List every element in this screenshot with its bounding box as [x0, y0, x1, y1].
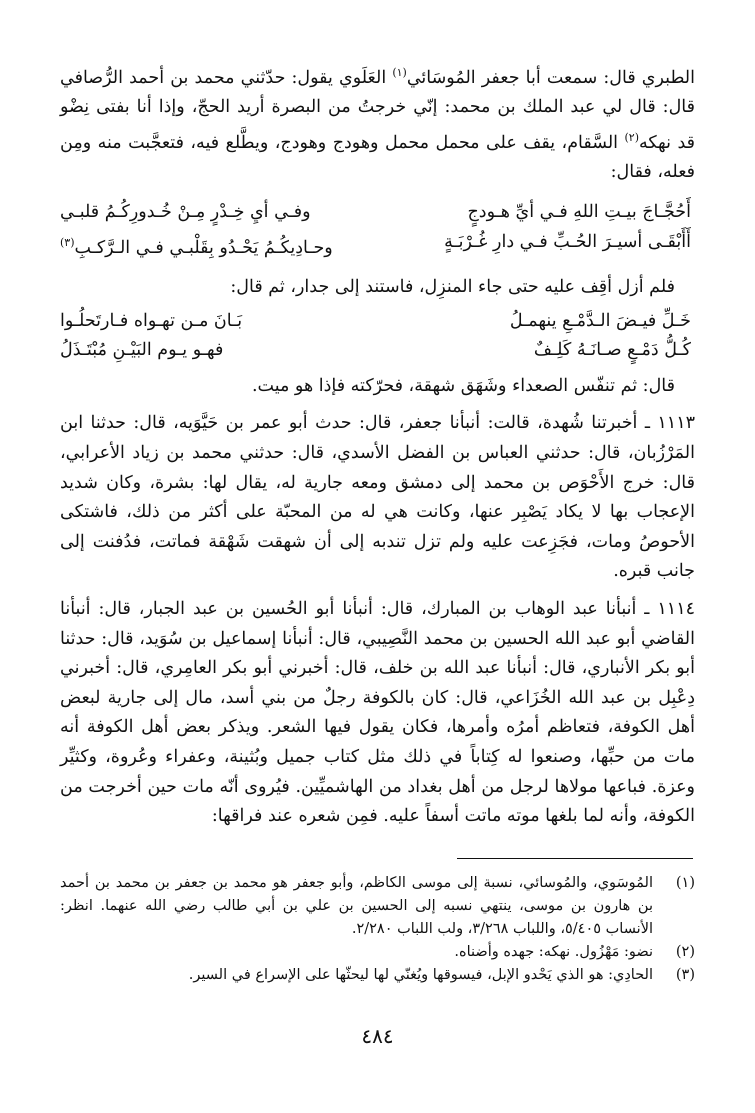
poem-1-verse-2-first-hemistich: أَأَبْقَـى أسيـرَ الحُـبِّ فـي دارِ غُـرْبَـةٍ — [444, 231, 691, 252]
narrative-line: فلم أزل أقِف عليه حتى جاء المنزِل، فاستند إلى جدار، ثم قال: — [230, 277, 675, 298]
poem-2-verse-1-first-hemistich: خَـلِّ فيـضَ الـدَّمْـعِ ينهمـلُ — [509, 310, 691, 331]
poem-2 — [60, 307, 695, 366]
poem-2-verse-1 — [60, 307, 695, 337]
footnote-2-number: (٢) — [675, 944, 695, 960]
intro-text-3: السَّقام، يقف على محمل محمل وهودج وهودج، ويطَّلع فيه، فتعجَّبت منه ومِن فعله، فقال: — [60, 132, 695, 183]
narrative-ending: قال: ثم تنفّس الصعداء وشَهَق شهقة، فحرّكته فإذا هو ميت. — [251, 375, 675, 396]
footnote-2-text: نضو: مَهْزُول. نهكه: جهده وأضناه. — [454, 944, 653, 960]
footnote-3-text: الحادِي: هو الذي يَحْدو الإبل، فيسوقها ويُغنّي لها ليحثّها على الإسراع في السير. — [188, 967, 653, 983]
footnote-1-text: المُوسَوي، والمُوسائي، نسبة إلى موسى الكاظم، وأبو جعفر هو محمد بن جعفر بن محمد بن أحمد بن هارون بن موسى، ينتهي نسبه إلى الحسين بن علي بن أبي طالب رضي الله عنهما. انظر: الأنساب ٥/٤٠٥، واللباب ٣/٢٦٨، ولب اللباب ٢/٢٨٠. — [60, 875, 653, 937]
poem-2-verse-2-second-hemistich: فهـو يـوم البَيْـنِ مُبْتَـذَلُ — [60, 340, 224, 361]
footnote-2 — [60, 941, 695, 964]
intro-text-1: الطبري قال: سمعت أبا جعفر المُوسَائي — [406, 67, 695, 88]
intro-text-2: العَلَوي يقول: حدّثني محمد بن أحمد الرُّصافي قال: قال لي عبد الملك بن محمد: إنّي خرجتُ من البصرة أريد الحجّ، وإذا أنا بفتى نِضْو قد نهكه — [60, 67, 695, 153]
poem-1-verse-2-second-hemistich — [60, 228, 352, 263]
footnotes — [60, 872, 695, 987]
poem-1 — [60, 198, 695, 263]
poem-1-verse-1-second-hemistich: وفـي أيِ خِـدْرٍ مِـنْ خُـدورِكُـمُ قلبـي — [60, 202, 311, 223]
page-number: ٤٨٤ — [361, 1024, 394, 1048]
footnote-3-number: (٣) — [675, 967, 695, 983]
poem-1-verse-2-second-text: وحـادِيكُـمُ يَحْـدُو بِقَلْبـي فـي الـرَّكـبِ — [74, 237, 333, 258]
report-1114: ١١١٤ ـ أنبأنا عبد الوهاب بن المبارك، قال: أنبأنا أبو الحُسين بن عبد الجبار، قال: أنبأنا القاضي أبو عبد الله الحسين بن محمد النَّصِيبي، قال: أنبأنا إسماعيل بن سُوَيد، قال: حدثنا أبو بكر الأنباري، قال: أنبأنا عبد الله بن خلف، قال: أخبرني أبو بكر العامِري، قال: أخبرني دِعْبِل بن عبد الله الخُزَاعي، قال: كان بالكوفة رجلٌ من بني أسد، مال إلى جارية لبعض أهل الكوفة، فتعاظم أمرُه وأمرها، فكان يقول فيها الشعر. ويذكر بعض أهل الكوفة أنه مات من حبِّها، وصنعوا له كِتاباً في ذلك مثل كتاب جميل وبُثينة، وعفراء وعُروة، وكثيِّر وعزة. فباعها مولاها لرجل من أهل بغداد من الهاشميِّين. فيُروى أنّه مات حين أخرجت من الكوفة، وأنه لما بلغها موته ماتت أسفاً عليه. فمِن شعره عند فراقها: — [60, 598, 695, 827]
footnote-3 — [60, 964, 695, 987]
poem-2-verse-2-first-hemistich: كُـلُّ دَمْـعٍ صـانَـهُ كَلِـفٌ — [533, 340, 691, 361]
poem-2-verse-1-second-hemistich: بَـانَ مـن تهـواه فـارتَحلُـوا — [60, 310, 243, 331]
footnote-marker-2[interactable]: (٢) — [624, 131, 639, 145]
report-1113: ١١١٣ ـ أخبرتنا شُهدة، قالت: أنبأنا جعفر، قال: حدث أبو عمر بن حَيَّوَيه، قال: حدثنا ابن المَرْزُبان، قال: حدثني العباس بن الفضل الأسدي، قال: حدثني محمد بن زياد الأعرابي، قال: خرج الأَحْوَص بن محمد إلى دمشق ومعه جارية له، يقال لها: بشرة، وكان شديد الإعجاب بها لا يكاد يَصْبِر عنها، وكانت هي له من المحبّة على أكثر من ذلك، فاشتكى الأحوصُ ومات، فجَزِعت عليه ولم تزل تندبه إلى أن شهقت شَهْقة فماتت، فدُفنت إلى جانب قبره. — [60, 413, 695, 582]
footnote-separator — [457, 858, 693, 859]
footnote-1-number: (١) — [675, 875, 695, 891]
poem-2-verse-2 — [60, 336, 695, 366]
poem-1-verse-1 — [60, 198, 695, 228]
poem-1-verse-2 — [60, 228, 695, 263]
poem-1-verse-1-first-hemistich: أَحُجَّـاجَ بيـتِ اللهِ فـي أيِّ هـودجٍ — [467, 202, 691, 223]
footnote-marker-3[interactable]: (٣) — [60, 235, 75, 249]
intro-paragraph — [60, 58, 695, 188]
footnote-1 — [60, 872, 695, 941]
footnote-marker-1[interactable]: (١) — [392, 66, 407, 79]
